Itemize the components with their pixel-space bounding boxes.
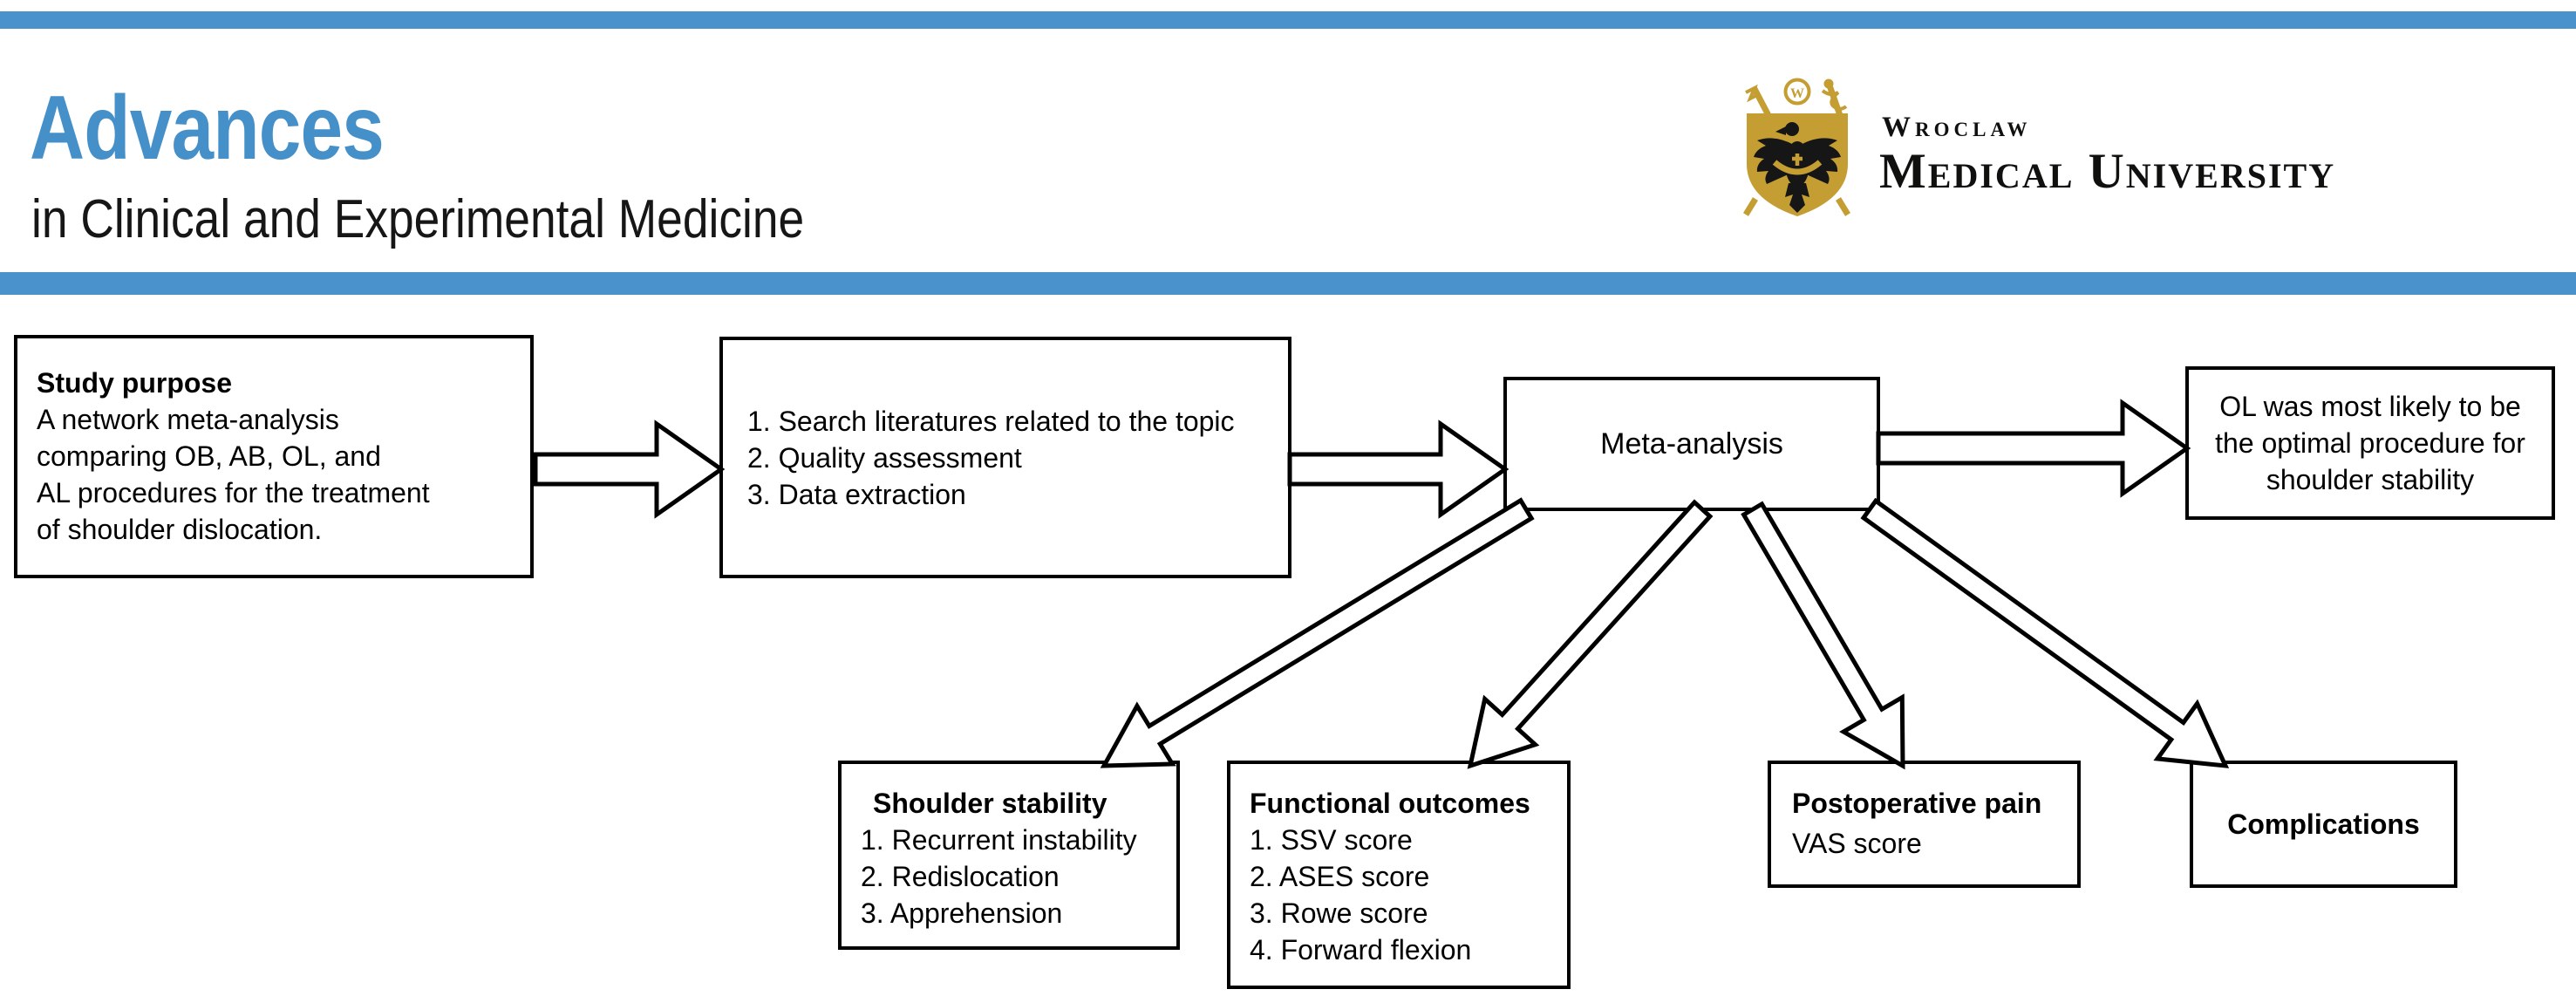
methods-item: 2. Quality assessment <box>747 441 1022 474</box>
flow-arrow <box>1878 403 2187 494</box>
conclusion-line: the optimal procedure for <box>2215 427 2525 459</box>
conclusion-box <box>2185 366 2555 520</box>
outcome-title: Shoulder stability <box>873 788 1107 819</box>
top-accent-bar <box>0 11 2576 29</box>
conclusion-line: shoulder stability <box>2266 464 2475 495</box>
methods-box <box>719 337 1291 578</box>
flow-arrow <box>1290 424 1505 515</box>
header-divider-bar <box>0 272 2576 295</box>
flow-arrow <box>1744 504 1903 766</box>
outcome-title: Postoperative pain <box>1792 788 2042 819</box>
university-name-city: Wroclaw <box>1882 112 2032 143</box>
outcome-item: 3. Apprehension <box>861 897 1063 929</box>
outcome-box-complications <box>2190 761 2457 888</box>
journal-title: Advances <box>30 78 385 179</box>
outcome-box-shoulder-stability <box>838 761 1180 950</box>
university-crest-icon <box>1740 73 1855 223</box>
meta-analysis-box <box>1503 377 1880 511</box>
outcome-item: VAS score <box>1792 828 1922 859</box>
study-purpose-line: comparing OB, AB, OL, and <box>37 440 381 472</box>
university-name-main: Medical University <box>1879 144 2336 199</box>
outcome-item: 2. ASES score <box>1250 861 1430 892</box>
study-purpose-line: A network meta-analysis <box>37 404 339 435</box>
methods-item: 3. Data extraction <box>747 478 966 510</box>
medallion-icon <box>1786 80 1809 104</box>
flow-arrow <box>1864 501 2225 766</box>
flow-arrow <box>1470 502 1710 766</box>
outcome-item: 1. SSV score <box>1250 824 1413 856</box>
study-purpose-line: AL procedures for the treatment <box>37 477 430 508</box>
methods-item: 1. Search literatures related to the topic <box>747 405 1235 437</box>
conclusion-line: OL was most likely to be <box>2219 391 2521 422</box>
outcome-item: 2. Redislocation <box>861 861 1060 892</box>
study-purpose-title: Study purpose <box>37 367 233 399</box>
flow-arrow <box>535 424 721 515</box>
outcome-item: 4. Forward flexion <box>1250 934 1472 965</box>
study-purpose-box <box>14 335 534 578</box>
meta-analysis-label: Meta-analysis <box>1600 427 1783 461</box>
university-logo <box>1740 73 2576 256</box>
journal-subtitle: in Clinical and Experimental Medicine <box>31 189 805 249</box>
svg-text:W: W <box>1790 86 1804 101</box>
study-purpose-line: of shoulder dislocation. <box>37 514 323 545</box>
outcome-item: 3. Rowe score <box>1250 897 1428 929</box>
outcome-title: Complications <box>2227 809 2420 840</box>
outcome-box-functional-outcomes <box>1227 761 1571 989</box>
outcome-title: Functional outcomes <box>1250 788 1530 819</box>
outcome-box-postoperative-pain <box>1768 761 2081 888</box>
outcome-item: 1. Recurrent instability <box>861 824 1137 856</box>
